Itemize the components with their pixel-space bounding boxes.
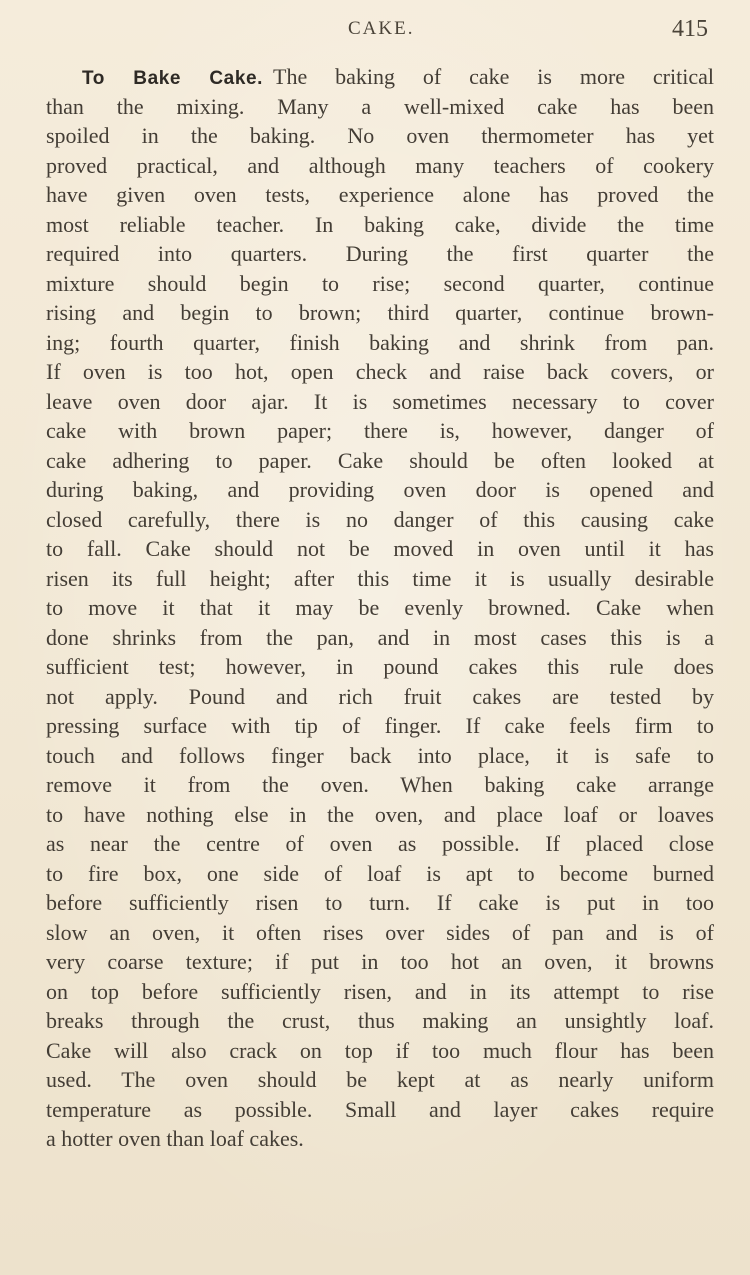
text-line: not apply. Pound and rich fruit cakes are tested by [46,683,714,709]
header-title: CAKE. [348,18,415,39]
text-line: than the mixing. Many a well-mixed cake has been [46,93,714,119]
text-line: during baking, and providing oven door is opened and [46,477,714,502]
text-line: sufficient test; however, in pound cakes this rule does [46,654,714,679]
text-line: slow an oven, it often rises over sides of pan and is of [46,919,714,945]
text-line [46,62,714,92]
text-line: very coarse texture; if put in too hot an oven, it browns [46,949,714,974]
text-line: proved practical, and although many teachers of cookery [46,152,714,178]
text-line: pressing surface with tip of finger. If cake feels firm to [46,713,714,738]
text-line: cake adhering to paper. Cake should be often looked at [46,447,714,473]
text-line: If oven is too hot, open check and raise back covers, or [46,359,714,384]
text-line: leave oven door ajar. It is sometimes necessary to cover [46,388,714,414]
paragraph-to-bake-cake [46,62,714,1154]
paragraph-heading: To Bake Cake. [82,68,264,89]
text-line: required into quarters. During the first quarter the [46,241,714,266]
text-line: spoiled in the baking. No oven thermometer has yet [46,123,714,148]
text-line: as near the centre of oven as possible. If placed close [46,831,714,856]
text-line: rising and begin to brown; third quarter, continue brown- [46,300,714,325]
running-head [0,16,750,46]
text-line-content: The baking of cake is more critical [273,64,714,89]
page-number: 415 [672,16,708,42]
text-line: to have nothing else in the oven, and place loaf or loaves [46,801,714,827]
text-line: before sufficiently risen to turn. If cake is put in too [46,890,714,915]
text-line: most reliable teacher. In baking cake, divide the time [46,211,714,237]
text-line: to fire box, one side of loaf is apt to become burned [46,860,714,886]
text-line: temperature as possible. Small and layer cakes require [46,1096,714,1122]
text-line: ing; fourth quarter, finish baking and shrink from pan. [46,329,714,355]
text-line: have given oven tests, experience alone has proved the [46,182,714,207]
text-line: done shrinks from the pan, and in most cases this is a [46,624,714,650]
text-line: a hotter oven than loaf cakes. [46,1126,304,1151]
text-line: to fall. Cake should not be moved in oven until it has [46,536,714,561]
text-line: Cake will also crack on top if too much flour has been [46,1037,714,1063]
text-line: remove it from the oven. When baking cake arrange [46,772,714,797]
text-line: risen its full height; after this time it is usually desirable [46,565,714,591]
text-line: mixture should begin to rise; second quarter, continue [46,270,714,296]
text-line: used. The oven should be kept at as nearly uniform [46,1067,714,1092]
text-line: cake with brown paper; there is, however, danger of [46,418,714,443]
text-line: to move it that it may be evenly browned. Cake when [46,595,714,620]
text-line: breaks through the crust, thus making an unsightly loaf. [46,1008,714,1033]
text-line: closed carefully, there is no danger of this causing cake [46,506,714,532]
text-line: touch and follows finger back into place, it is safe to [46,742,714,768]
text-line: on top before sufficiently risen, and in its attempt to rise [46,978,714,1004]
